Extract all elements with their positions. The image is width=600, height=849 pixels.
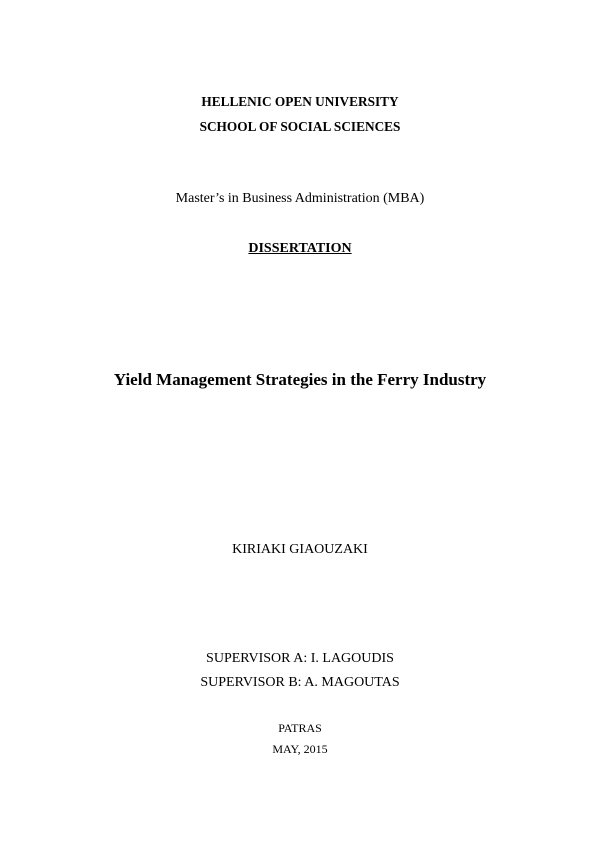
program-name: Master’s in Business Administration (MBA)	[175, 191, 425, 206]
place: PATRAS	[278, 721, 322, 735]
university-name: HELLENIC OPEN UNIVERSITY	[201, 94, 399, 109]
author-name: KIRIAKI GIAOUZAKI	[232, 542, 368, 557]
dissertation-title: Yield Management Strategies in the Ferry Industry	[113, 370, 487, 389]
supervisor-b: SUPERVISOR B: A. MAGOUTAS	[200, 675, 400, 690]
school-name: SCHOOL OF SOCIAL SCIENCES	[199, 119, 401, 134]
date: MAY, 2015	[272, 742, 328, 756]
document-type: DISSERTATION	[248, 241, 352, 256]
supervisor-a: SUPERVISOR A: I. LAGOUDIS	[206, 651, 394, 666]
